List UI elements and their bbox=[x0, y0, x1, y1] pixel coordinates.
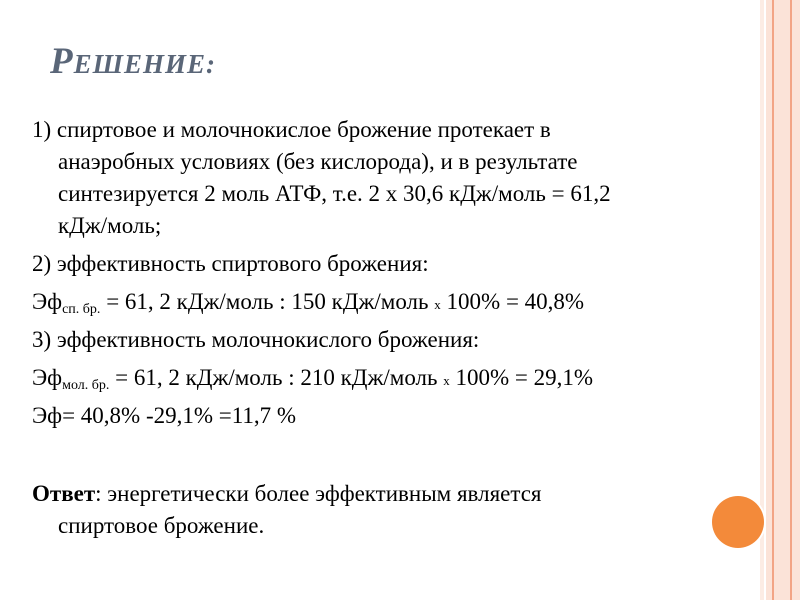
decorative-circle bbox=[712, 496, 764, 548]
formula-lactic bbox=[32, 362, 593, 402]
answer-label: Ответ bbox=[32, 481, 96, 506]
formula-expression: = 61, 2 кДж/моль : 150 кДж/моль bbox=[100, 289, 435, 314]
item3-heading: 3) эффективность молочнокислого брожения: bbox=[32, 327, 480, 352]
item1-line3: синтезируется 2 моль АТФ, т.е. 2 х 30,6 кДж/моль = 61,2 bbox=[58, 181, 611, 206]
formula-expression: = 61, 2 кДж/моль : 210 кДж/моль bbox=[109, 365, 444, 390]
formula-subscript: сп. бр. bbox=[62, 302, 101, 317]
formula-difference: Эф= 40,8% -29,1% =11,7 % bbox=[32, 403, 297, 428]
decorative-border-line bbox=[772, 0, 774, 600]
answer-line1 bbox=[32, 478, 541, 510]
formula-lead: Эф bbox=[32, 289, 63, 314]
formula-alcohol bbox=[32, 286, 584, 326]
item1-line2: анаэробных условиях (без кислорода), и в результате bbox=[58, 149, 578, 174]
formula-subscript: мол. бр. bbox=[62, 378, 110, 393]
answer-line2: спиртовое брожение. bbox=[58, 513, 265, 538]
formula-lead: Эф bbox=[32, 365, 63, 390]
item1-line4: кДж/моль; bbox=[58, 213, 162, 238]
multiply-sign: х bbox=[434, 297, 441, 312]
item1-line1: 1) спиртовое и молочнокислое брожение протекает в bbox=[32, 117, 551, 142]
title-rest: ЕШЕНИЕ: bbox=[73, 49, 217, 79]
item2-heading: 2) эффективность спиртового брожения: bbox=[32, 251, 429, 276]
decorative-border-line bbox=[790, 0, 792, 600]
answer-text: : энергетически более эффективным является bbox=[95, 481, 542, 506]
multiply-sign: х bbox=[443, 373, 450, 388]
formula-result: 100% = 40,8% bbox=[440, 289, 585, 314]
formula-result: 100% = 29,1% bbox=[449, 365, 594, 390]
slide-title bbox=[50, 40, 216, 83]
title-first-letter: Р bbox=[50, 41, 74, 82]
